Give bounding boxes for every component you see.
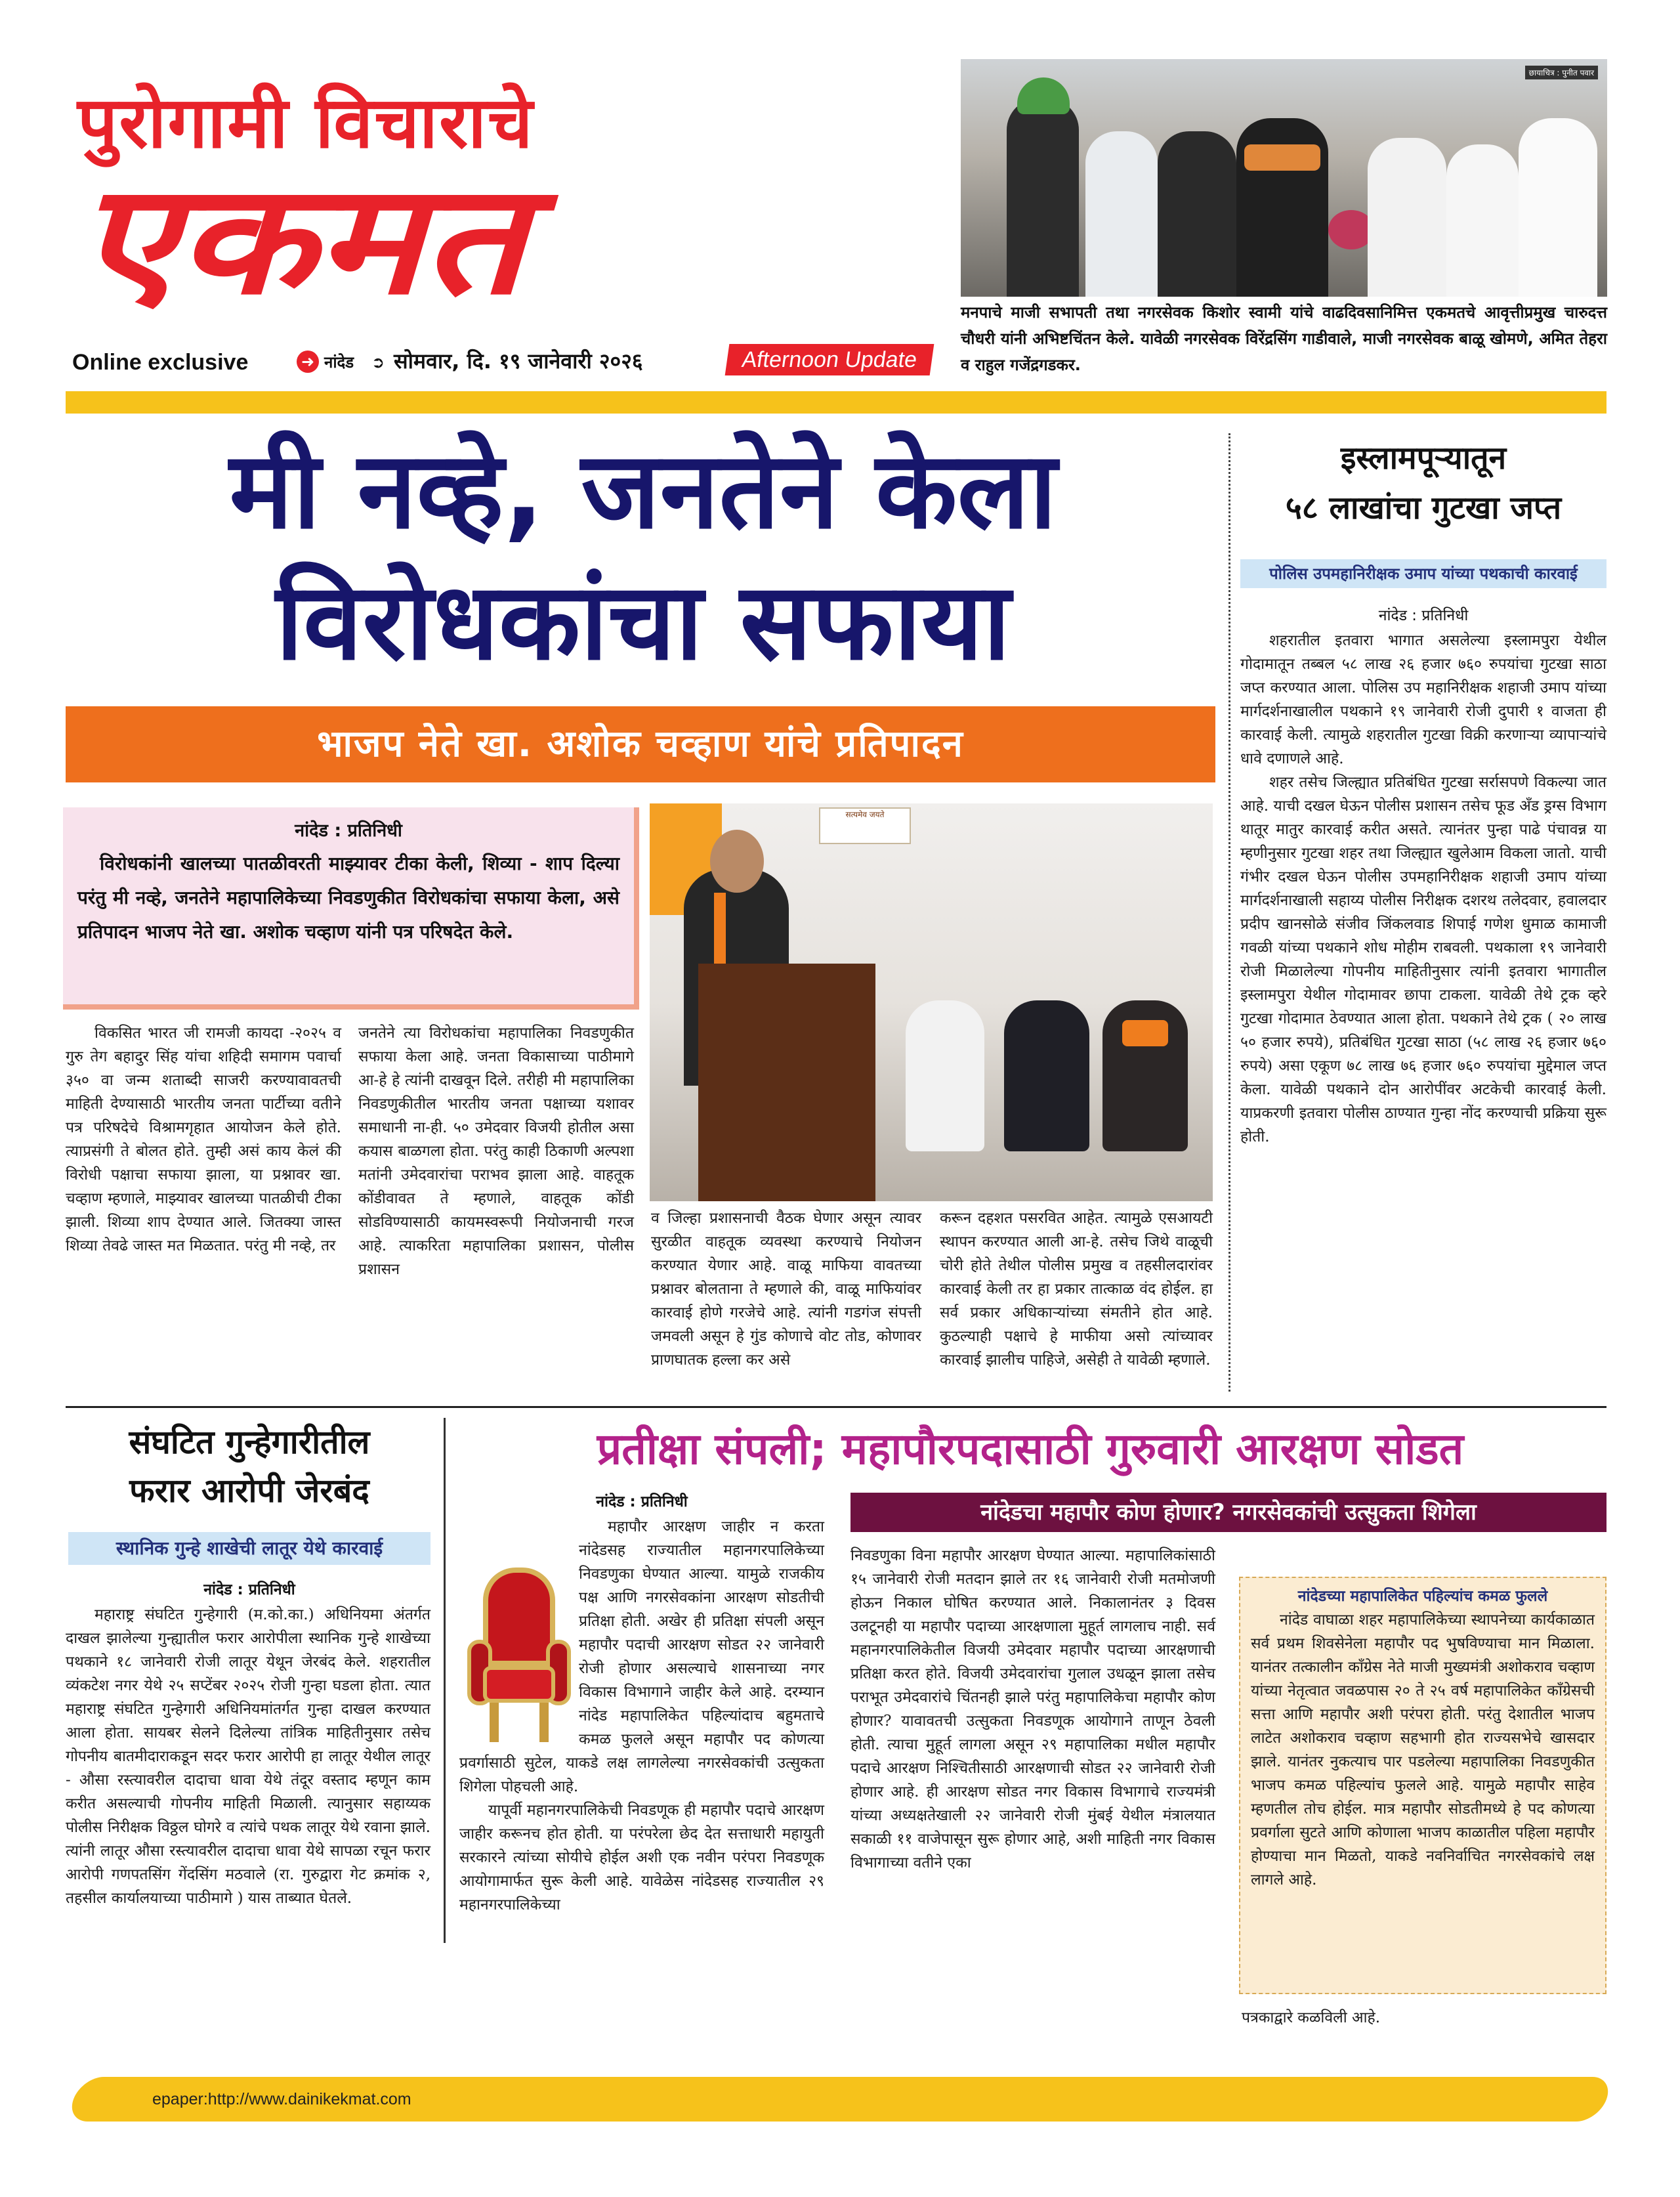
afternoon-update-badge: Afternoon Update xyxy=(725,344,934,375)
gutkha-headline-line1: इस्लामपूऱ्यातून xyxy=(1340,440,1507,477)
person-figure xyxy=(1085,131,1158,297)
press-conference-photo xyxy=(650,803,1213,1201)
lead-column-4 xyxy=(940,1206,1213,1372)
lead-subhead: भाजप नेते खा. अशोक चव्हाण यांचे प्रतिपादन xyxy=(66,706,1215,782)
lead-col4-text: करून दहशत पसरवित आहेत. त्यामुळे एसआयटी स्थापन करण्यात आली आ-हे. तसेच जिथे वाळूची चोरी होते तेथील पोलीस प्रमुख व तहसीलदारांवर कारवाई केली तर हा प्रकार तात्काळ वंद होईल. हा सर्व प्रकार अधिकाऱ्यांच्या संमतीने होत आहे. कुठल्याही पक्षाचे हे माफीया असो त्यांच्यावर कारवाई झालीच पाहिजे, असेही ते यावेळी म्हणाले. xyxy=(940,1210,1213,1369)
mayor-box-text: नांदेड वाघाळा शहर महापालिकेच्या स्थापनेच्या कार्यकाळात सर्व प्रथम शिवसेनेला महापौर पद भुषविण्याचा मान मिळाला. यानंतर तत्कालीन काँग्रेस नेते माजी मुख्यमंत्री अशोकराव चव्हाण यांच्या नेतृत्वात जवळपास २० ते २५ वर्ष महापालिकेत काँग्रेसची सत्ता आणि महापौर अशी परंपरा होती. परंतु देशातील भाजप लाटेत अशोकराव चव्हाण सहभागी होत राज्यसभेचे खासदार झाले. यानंतर नुकत्याच पार पडलेल्या महापालिका निवडणुकीत भाजप कमळ पहिल्यांच फुलले आहे. यामुळे महापौर साहेव म्हणतील तोच होईल. मात्र महापौर सोडतीमध्ये हे पद कोणत्या प्रवर्गाला सुटते आणि कोणाला भाजप काळातील पहिला महापौर होण्याचा मान मिळतो, याकडे नवनिर्वाचित नगरसेवकांचे लक्ष लागले आहे. xyxy=(1251,1611,1595,1888)
online-exclusive-label: Online exclusive xyxy=(72,350,249,375)
lead-col1-text: विकसित भारत जी रामजी कायदा -२०२५ व गुरु तेग बहादुर सिंह यांचा शहिदी समागम पवार्चा ३५० वा जन्म शताब्दी साजरी करण्यावावतची माहिती देण्यासाठी भारतीय जनता पार्टीच्या वतीने पत्र परिषदेचे विश्रामगृहात आयोजन केले होते. त्याप्रसंगी ते बोलत होते. तुम्ही असं काय केलं की विरोधी पक्षाचा सफाया झाला, या प्रश्नावर खा. चव्हाण म्हणाले, माझ्यावर खालच्या पातळीची टीका झाली. शिव्या शाप देण्यात आले. जितक्या जास्त शिव्या तेवढे जास्त मत मिळतात. परंतु मी नव्हे, तर xyxy=(66,1025,341,1254)
section-divider xyxy=(66,1406,1606,1408)
mayor-col3-tail-text: पत्रकाद्वारे कळविली आहे. xyxy=(1242,2009,1381,2026)
mayor-column-1 xyxy=(459,1515,824,1917)
mayor-headline: प्रतीक्षा संपली; महापौरपदासाठी गुरुवारी आरक्षण सोडत xyxy=(597,1424,1464,1474)
lead-headline-line2: विरोधकांचा सफाया xyxy=(276,561,1011,684)
person-figure xyxy=(1368,138,1446,297)
person-figure xyxy=(1007,98,1079,297)
dateline-date: सोमवार, दि. १९ जानेवारी २०२६ xyxy=(394,349,643,373)
masthead-tagline: पुरोगामी विचाराचे xyxy=(77,82,534,164)
column-divider xyxy=(1228,433,1230,1392)
gutkha-subhead: पोलिस उपमहानिरीक्षक उमाप यांच्या पथकाची कारवाई xyxy=(1240,559,1606,588)
person-figure xyxy=(1519,118,1597,297)
lead-column-3 xyxy=(651,1206,921,1372)
gutkha-body xyxy=(1240,629,1606,1149)
crime-body xyxy=(66,1603,430,1910)
mayor-byline: नांदेड : प्रतिनिधी xyxy=(596,1493,688,1510)
lead-column-2 xyxy=(358,1021,634,1281)
shawl-shape xyxy=(1244,144,1320,171)
lead-intro-text: विरोधकांनी खालच्या पातळीवरती माझ्यावर टीका केली, शिव्या - शाप दिल्या परंतु मी नव्हे, जनतेने महापालिकेच्या निवडणुकीत विरोधकांचा सफाया केला, असे प्रतिपादन भाजप नेते खा. अशोक चव्हाण यांनी पत्र परिषदेत केले. xyxy=(77,853,620,943)
mayor-column-3-tail xyxy=(1242,2006,1606,2030)
crime-headline xyxy=(66,1418,433,1515)
crime-headline-line2: फरार आरोपी जेरबंद xyxy=(129,1472,369,1510)
masthead-title: एकमत xyxy=(77,151,525,328)
column-divider xyxy=(444,1418,446,1943)
crime-headline-line1: संघटित गुन्हेगारीतील xyxy=(129,1423,370,1461)
seated-figure xyxy=(906,1000,984,1151)
lead-intro-box xyxy=(63,807,639,1010)
person-figure xyxy=(1446,144,1519,297)
dateline-place: नांदेड xyxy=(324,353,354,372)
speaker-head xyxy=(710,830,764,893)
lead-headline-line1: मी नव्हे, जनतेने केला xyxy=(229,429,1057,553)
mayor-subhead: नांदेडचा महापौर कोण होणार? नगरसेवकांची उत्सुकता शिगेला xyxy=(850,1493,1606,1532)
mayor-box-title: नांदेडच्या महापालिकेत पहिल्यांच कमळ फुलले xyxy=(1297,1588,1548,1605)
lead-column-1 xyxy=(66,1021,341,1258)
turban-shape xyxy=(1017,77,1070,114)
crime-subhead: स्थानिक गुन्हे शाखेची लातूर येथे कारवाई xyxy=(68,1532,430,1565)
photo-banner-text: सत्यमेव जयते xyxy=(845,810,885,819)
top-yellow-rule xyxy=(66,391,1606,414)
mayor-col1-paragraph-1: महापौर आरक्षण जाहीर न करता नांदेडसह राज्यातील महानगरपालिकेच्या निवडणुका घेण्यात आल्या. यामुळे राजकीय पक्ष आणि नगरसेवकांना आरक्षण सोडतीची प्रतिक्षा होती. अखेर ही प्रतिक्षा संपली असून महापौर पदाची आरक्षण सोडत २२ जानेवारी रोजी होणार असल्याचे शासनाच्या नगर विकास विभागाने जाहीर केले आहे. दरम्यान नांदेड महापालिकेत पहिल्यांदाच बहुमताचे कमळ फुलले असून महापौर पद कोणत्या प्रवर्गासाठी सुटेल, याकडे लक्ष लागलेल्या नगरसेवकांची उत्सुकता शिगेला पोहचली आहे. xyxy=(459,1518,824,1795)
gutkha-paragraph-2: शहर तसेच जिल्ह्यात प्रतिबंधित गुटखा सर्रासपणे विकल्या जात आहे. याची दखल घेऊन पोलीस प्रशासन तसेच फूड अँड ड्रग्स विभाग थातूर मातुर कारवाई करीत असते. त्यानंतर पुन्हा पाढे पंचावन्न या म्हणीनुसार गुटखा शहर तथा जिल्ह्यात खुलेआम विकला जातो. याची गंभीर दखल घेऊन पोलीस उपमहानिरीक्षक शहाजी उमाप यांच्या मार्गदर्शनाखाली सहाय्य पोलीस निरीक्षक दशरथ तलेदवार, हवालदार प्रदीप खानसोळे संजीव जिंकलवाड शिपाई गणेश धुमाळ कामाजी गवळी यांच्या पथकाने शोध मोहीम राबवली. पथकाला १९ जानेवारी रोजी मिळालेल्या गोपनीय माहितीनुसार त्यांनी इतवारा भागातील इस्लामपुरा येथील गोदामावर छापा टाकला. यावेळी तेथे ट्रक व्हरे गुटखा गोदामात ठेवण्यात आला होता. पथकाने तेथे ट्रक ( २० लाख ५० हजार रुपये), प्रतिबंधित गुटखा साठा (५८ लाख २६ हजार ७६० रुपये) असा एकूण ७८ लाख ७६ हजार ७६० रुपयांचा मुद्देमाल जप्त केला. यावेळी पथकाने दोन आरोपींवर अटकेची कारवाई केली. याप्रकरणी इतवारा पोलीस ठाण्यात गुन्हा नोंद करण्याची प्रक्रिया सुरू होती. xyxy=(1240,774,1606,1145)
lead-byline: नांदेड : प्रतिनिधी xyxy=(295,821,402,841)
birthday-photo xyxy=(961,59,1607,297)
gutkha-headline xyxy=(1240,433,1606,533)
seated-figure xyxy=(1004,1000,1089,1151)
photo-watermark: छायाचित्र : पुनीत पवार xyxy=(1525,66,1598,79)
mayor-col2-text: निवडणुका विना महापौर आरक्षण घेण्यात आल्या. महापालिकांसाठी १५ जानेवारी रोजी मतदान झाले तर १६ जानेवारी रोजी मतमोजणी होऊन निकाल घोषित करण्यात आले. निकालानंतर ३ दिवस उलटूनही या महापौर पदाच्या आरक्षणाला मुहूर्त लागलाच नाही. सर्व महानगरपालिकेतील विजयी उमेदवार महापौर पदाच्या आरक्षणाची प्रतिक्षा करत होते. विजयी उमेदवारांचा गुलाल उधळून झाला तसेच पराभूत उमेदवारांचे चिंतनही झाले परंतु महापालिकेचा महापौर कोण होणार? यावावतची उत्सुकता निवडणूक आयोगाने ताणून ठेवली होती. त्याचा मुहूर्त लागला असून २९ महापालिका मधील महापौर पदाचे आरक्षण निश्चितीसाठी आरक्षणाची सोडत २२ जानेवारी रोजी होणार आहे. ही आरक्षण सोडत नगर विकास विभागाचे राज्यमंत्री यांच्या अध्यक्षतेखाली २२ जानेवारी रोजी मुंबई येथील मंत्रालयात सकाळी ११ वाजेपासून सुरू होणार आहे, अशी माहिती नगर विकास विभागाच्या वतीने एका xyxy=(850,1547,1215,1871)
gutkha-byline: नांदेड : प्रतिनिधी xyxy=(1378,607,1469,624)
chair-float-space xyxy=(459,1515,579,1738)
lead-col2-text: जनतेने त्या विरोधकांचा महापालिका निवडणुकीत सफाया केला आहे. जनता विकासाच्या पाठीमागे आ-हे हे त्यांनी दाखवून दिले. तरीही मी महापालिका निवडणुकीतील भारतीय जनता पक्षाच्या यशावर समाधानी ना-ही. ५० उमेदवार विजयी होतील असा कयास बाळगला होता. परंतु काही ठिकाणी अल्पशा मतांनी उमेदवारांचा पराभव झाला आहे. वाहतूक कोंडीवावत ते म्हणाले, वाहतूक कोंडी सोडविण्यासाठी कायमस्वरूपी नियोजनाची गरज आहे. त्याकरिता महापालिका प्रशासन, पोलीस प्रशासन xyxy=(358,1025,634,1278)
birthday-photo-caption: मनपाचे माजी सभापती तथा नगरसेवक किशोर स्वामी यांचे वाढदिवसानिमित्त एकमतचे आवृत्तीप्रमुख चारुदत्त चौधरी यांनी अभिष्टचिंतन केले. यावेळी नगरसेवक विरेंद्रसिंग गाडीवाले, माजी नगरसेवक बाळू खोमणे, अमित तेहरा व राहुल गजेंद्रगडकर. xyxy=(961,303,1607,374)
mayor-info-box xyxy=(1239,1577,1606,1994)
lead-headline xyxy=(66,425,1221,688)
lead-col3-text: व जिल्हा प्रशासनाची वैठक घेणार असून त्यावर सुरळीत वाहतूक व्यवस्था करण्याचे नियोजन करण्यात येणार आहे. वाळू माफिया वावतच्या प्रश्नावर बोलताना ते म्हणाले की, वाळू माफियांवर कारवाई होणे गरजेचे आहे. त्यांनी गडगंज संपत्ती जमवली असून हे गुंड कोणाचे वोट तोड, कोणावर प्राणघातक हल्ला कर असे xyxy=(651,1210,921,1369)
mayor-column-2 xyxy=(850,1544,1215,1875)
footer-epaper-link[interactable]: epaper:http://www.dainikekmat.com xyxy=(152,2090,411,2108)
arrow-small-icon: ➲ xyxy=(371,353,385,372)
person-figure xyxy=(1158,131,1236,297)
gutkha-paragraph-1: शहरातील इतवारा भागात असलेल्या इस्लामपुरा येथील गोदामातून तब्बल ५८ लाख २६ हजार ७६० रुपयांचा गुटखा साठा जप्त करण्यात आला. पोलिस उप महानिरीक्षक शहाजी उमाप यांच्या मार्गदर्शनाखालील पथकाने १९ जानेवारी रोजी दुपारी १ वाजता ही कारवाई केली. त्यामुळे शहरातील गुटखा विक्री करणाऱ्या व्यापाऱ्यांचे धावे दणाणले आहे. xyxy=(1240,632,1606,767)
arrow-right-icon: ➜ xyxy=(297,351,319,373)
podium xyxy=(698,964,875,1201)
gutkha-headline-line2: ५८ लाखांचा गुटखा जप्त xyxy=(1285,490,1562,526)
mayor-col1-paragraph-2: यापूर्वी महानगरपालिकेची निवडणूक ही महापौर पदाचे आरक्षण जाहीर करूनच होत होती. या परंपरेला छेद देत सत्ताधारी महायुती सरकारने त्यांच्या सोयीचे होईल अशी एक नवीन परंपरा निवडणूक आयोगामार्फत सुरू केली आहे. यावेळेस नांदेडसह राज्यातील २९ महानगरपालिकेच्या xyxy=(459,1802,824,1913)
crime-paragraph-1: महाराष्ट्र संघटित गुन्हेगारी (म.को.का.) अधिनियमा अंतर्गत दाखल झालेल्या गुन्ह्यातील फरार आरोपीला स्थानिक गुन्हे शाखेच्या पथकाने १८ जानेवारी रोजी लातूर येथून जेरबंद केले. शहरातील व्यंकटेश नगर येथे २५ सप्टेंबर २०२५ रोजी गुन्हा घडला होता. त्यात महाराष्ट्र संघटित गुन्हेगारी अधिनियमांतर्गत गुन्हा दाखल करण्यात आला होता. सायबर सेलने दिलेल्या तांत्रिक माहितीनुसार तसेच गोपनीय बातमीदाराकडून सदर फरार आरोपी हा लातूर येथील लातूर - औसा रस्त्यावरील दादाचा धावा येथे तंदूर वस्ताद म्हणून काम करीत असल्याची गोपनीय माहिती मिळाली. त्यानुसार सहाय्यक पोलीस निरीक्षक विठ्ठल घोगरे व त्यांचे पथक लातूर येथे रवाना झाले. त्यांनी लातूर औसा रस्त्यावरील दादाचा धावा येथे सापळा रचून फरार आरोपी गणपतसिंग गेंदसिंग मठवाले (रा. गुरुद्वारा गेट क्रमांक २, तहसील कार्यालयाच्या पाठीमागे ) यास ताब्यात घेतले. xyxy=(66,1606,430,1907)
masthead xyxy=(0,0,945,381)
emblem-icon xyxy=(819,807,911,844)
crime-byline: नांदेड : प्रतिनिधी xyxy=(203,1581,295,1598)
saffron-scarf xyxy=(1122,1020,1168,1046)
